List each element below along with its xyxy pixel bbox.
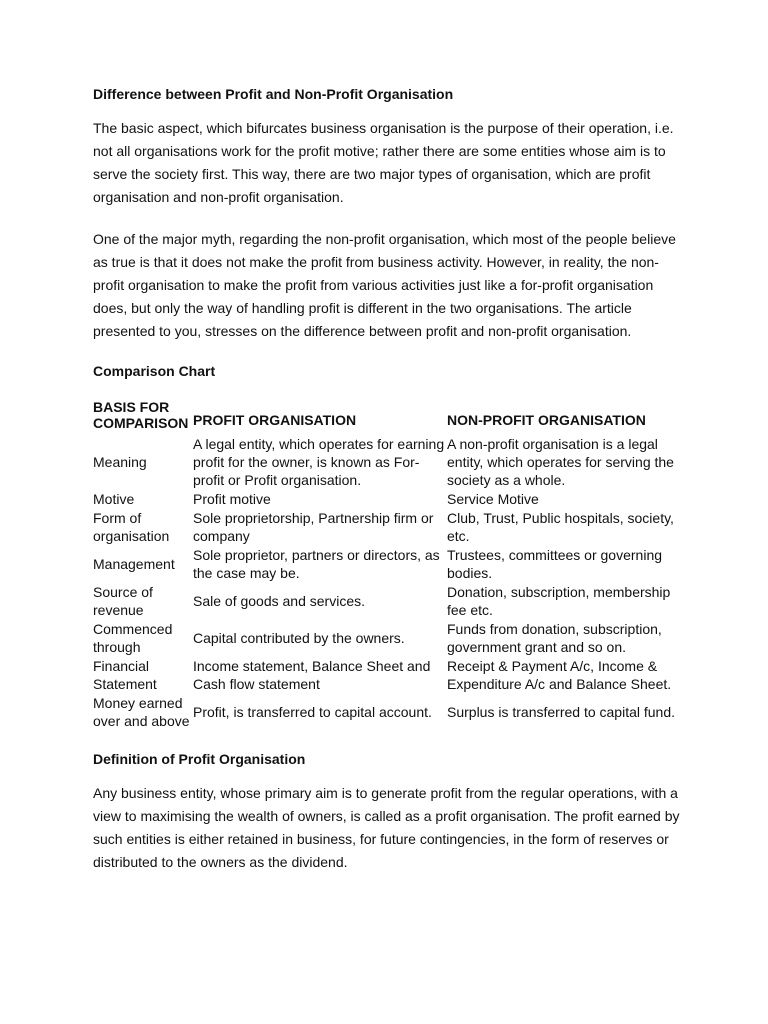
row-basis-cell: Financial Statement <box>93 658 157 692</box>
row-profit-cell: Profit motive <box>193 491 271 507</box>
row-non-profit-cell: Club, Trust, Public hospitals, society, etc. <box>447 510 674 544</box>
row-profit-cell: A legal entity, which operates for earning profit for the owner, is known as For-profit or Profit organisation. <box>193 436 445 488</box>
comparison-table <box>93 399 683 731</box>
table-row <box>93 490 683 509</box>
definition-paragraph: Any business entity, whose primary aim is to generate profit from the regular operations, with a view to maximising the wealth of owners, is called as a profit organisation. The profit earned by such entities is either retained in business, for future contingencies, in the form of reserves or distributed to the owners as the dividend. <box>93 785 680 870</box>
table-row <box>93 509 683 546</box>
table-row <box>93 694 683 731</box>
row-non-profit-cell: Service Motive <box>447 491 539 507</box>
row-non-profit-cell: Funds from donation, subscription, government grant and so on. <box>447 621 662 655</box>
row-non-profit-cell: Donation, subscription, membership fee etc. <box>447 584 671 618</box>
table-row <box>93 657 683 694</box>
table-row <box>93 435 683 490</box>
row-basis-cell: Motive <box>93 491 135 507</box>
header-non-profit-organisation: NON-PROFIT ORGANISATION <box>447 412 646 428</box>
table-row <box>93 546 683 583</box>
row-basis-cell: Meaning <box>93 454 147 470</box>
row-basis-cell: Money earned over and above <box>93 695 190 729</box>
row-profit-cell: Sole proprietor, partners or directors, as the case may be. <box>193 547 440 581</box>
row-basis-cell: Management <box>93 556 175 572</box>
table-row <box>93 620 683 657</box>
row-profit-cell: Income statement, Balance Sheet and Cash flow statement <box>193 658 431 692</box>
document-title: Difference between Profit and Non-Profit Organisation <box>93 86 454 102</box>
row-profit-cell: Profit, is transferred to capital account. <box>193 704 432 720</box>
row-basis-cell: Commenced through <box>93 621 173 655</box>
row-basis-cell: Source of revenue <box>93 584 153 618</box>
row-non-profit-cell: Surplus is transferred to capital fund. <box>447 704 676 720</box>
row-profit-cell: Capital contributed by the owners. <box>193 630 405 646</box>
table-header-row <box>93 399 683 435</box>
table-row <box>93 583 683 620</box>
row-non-profit-cell: Receipt & Payment A/c, Income & Expenditure A/c and Balance Sheet. <box>447 658 672 692</box>
row-profit-cell: Sale of goods and services. <box>193 593 365 609</box>
row-profit-cell: Sole proprietorship, Partnership firm or company <box>193 510 434 544</box>
header-profit-organisation: PROFIT ORGANISATION <box>193 412 357 428</box>
row-basis-cell: Form of organisation <box>93 510 170 544</box>
row-non-profit-cell: A non-profit organisation is a legal entity, which operates for serving the society as a whole. <box>447 436 674 488</box>
definition-heading: Definition of Profit Organisation <box>93 751 306 767</box>
intro-paragraph-2: One of the major myth, regarding the non-profit organisation, which most of the people believe as true is that it does not make the profit from business activity. However, in reality, the non-profit organisation to make the profit from various activities just like a for-profit organisation does, but only the way of handling profit is different in the two organisations. The article presented to you, stresses on the difference between profit and non-profit organisation. <box>93 231 676 339</box>
document-page <box>93 84 683 874</box>
comparison-chart-heading: Comparison Chart <box>93 363 216 379</box>
header-basis: BASIS FOR COMPARISON <box>93 399 189 431</box>
row-non-profit-cell: Trustees, committees or governing bodies. <box>447 547 663 581</box>
intro-paragraph-1: The basic aspect, which bifurcates business organisation is the purpose of their operation, i.e. not all organisations work for the profit motive; rather there are some entities whose aim is to serve the society first. This way, there are two major types of organisation, which are profit organisation and non-profit organisation. <box>93 120 674 205</box>
